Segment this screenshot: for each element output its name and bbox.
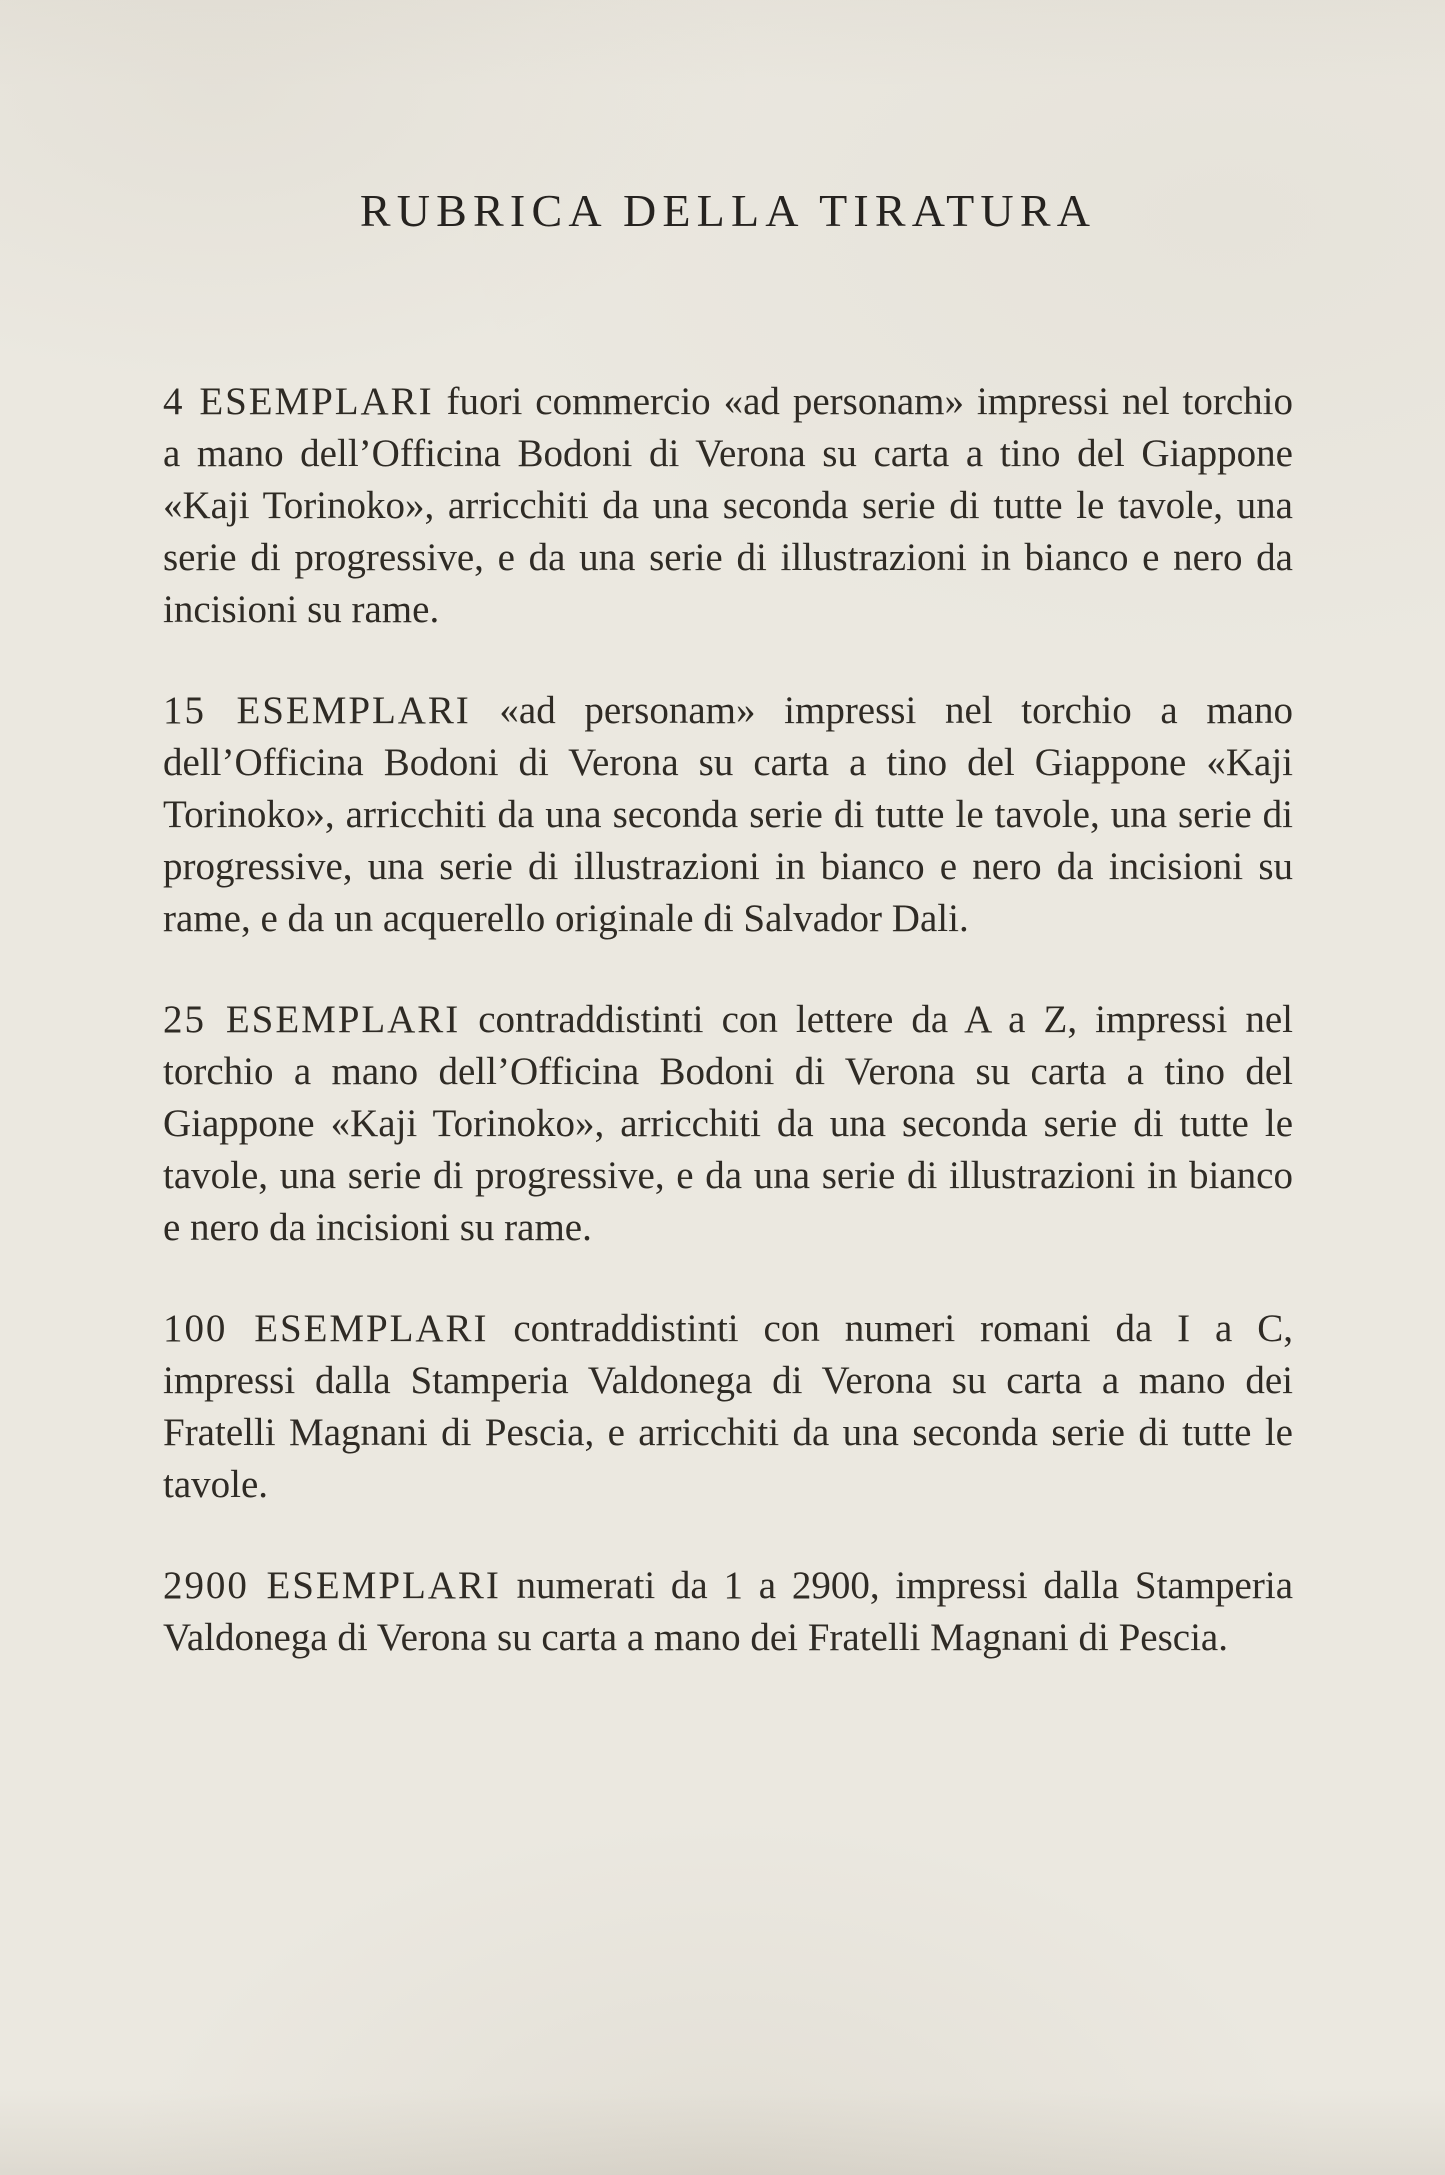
colophon-page	[163, 185, 1294, 1664]
paragraph-lead: 25 ESEMPLARI	[163, 998, 461, 1041]
paragraph-text: contraddistinti con numeri romani da I a C, impressi dalla Stamperia Valdonega di Verona su carta a mano dei Fratelli Magnani di Pescia, e arricchiti da una seconda serie di tutte le tavole.	[163, 1307, 1294, 1506]
paragraph-text: numerati da 1 a 2900, impressi dalla Stamperia Valdonega di Verona su carta a mano dei Fratelli Magnani di Pescia.	[163, 1564, 1294, 1659]
colophon-paragraph-2900-esemplari	[163, 1560, 1293, 1664]
page-title: RUBRICA DELLA TIRATURA	[359, 185, 1097, 236]
paragraph-lead: 4 ESEMPLARI	[163, 380, 434, 423]
paragraph-lead: 15 ESEMPLARI	[163, 689, 471, 732]
paragraph-text: contraddistinti con lettere da A a Z, impressi nel torchio a mano dell’Officina Bodoni di Verona su carta a tino del Giappone «Kaji Torinoko», arricchiti da una seconda serie di tutte le tavole, una serie di progressive, e da una serie di illustrazioni in bianco e nero da incisioni su rame.	[163, 998, 1294, 1249]
paragraph-lead: 2900 ESEMPLARI	[163, 1564, 501, 1607]
paragraph-text: «ad personam» impressi nel torchio a mano dell’Officina Bodoni di Verona su carta a tino del Giappone «Kaji Torinoko», arricchiti da una seconda serie di tutte le tavole, una serie di progressive, una serie di illustrazioni in bianco e nero da incisioni su rame, e da un acquerello originale di Salvador Dali.	[163, 689, 1293, 940]
colophon-paragraph-4-esemplari	[163, 376, 1293, 636]
colophon-paragraph-100-esemplari	[163, 1303, 1293, 1511]
paragraph-text: fuori commercio «ad personam» impressi nel torchio a mano dell’Officina Bodoni di Verona su carta a tino del Giappone «Kaji Torinoko», arricchiti da una seconda serie di tutte le tavole, una serie di progressive, e da una serie di illustrazioni in bianco e nero da incisioni su rame.	[163, 380, 1294, 631]
paragraph-lead: 100 ESEMPLARI	[163, 1307, 489, 1350]
colophon-paragraph-15-esemplari	[163, 685, 1293, 945]
colophon-paragraph-25-esemplari	[163, 994, 1293, 1254]
